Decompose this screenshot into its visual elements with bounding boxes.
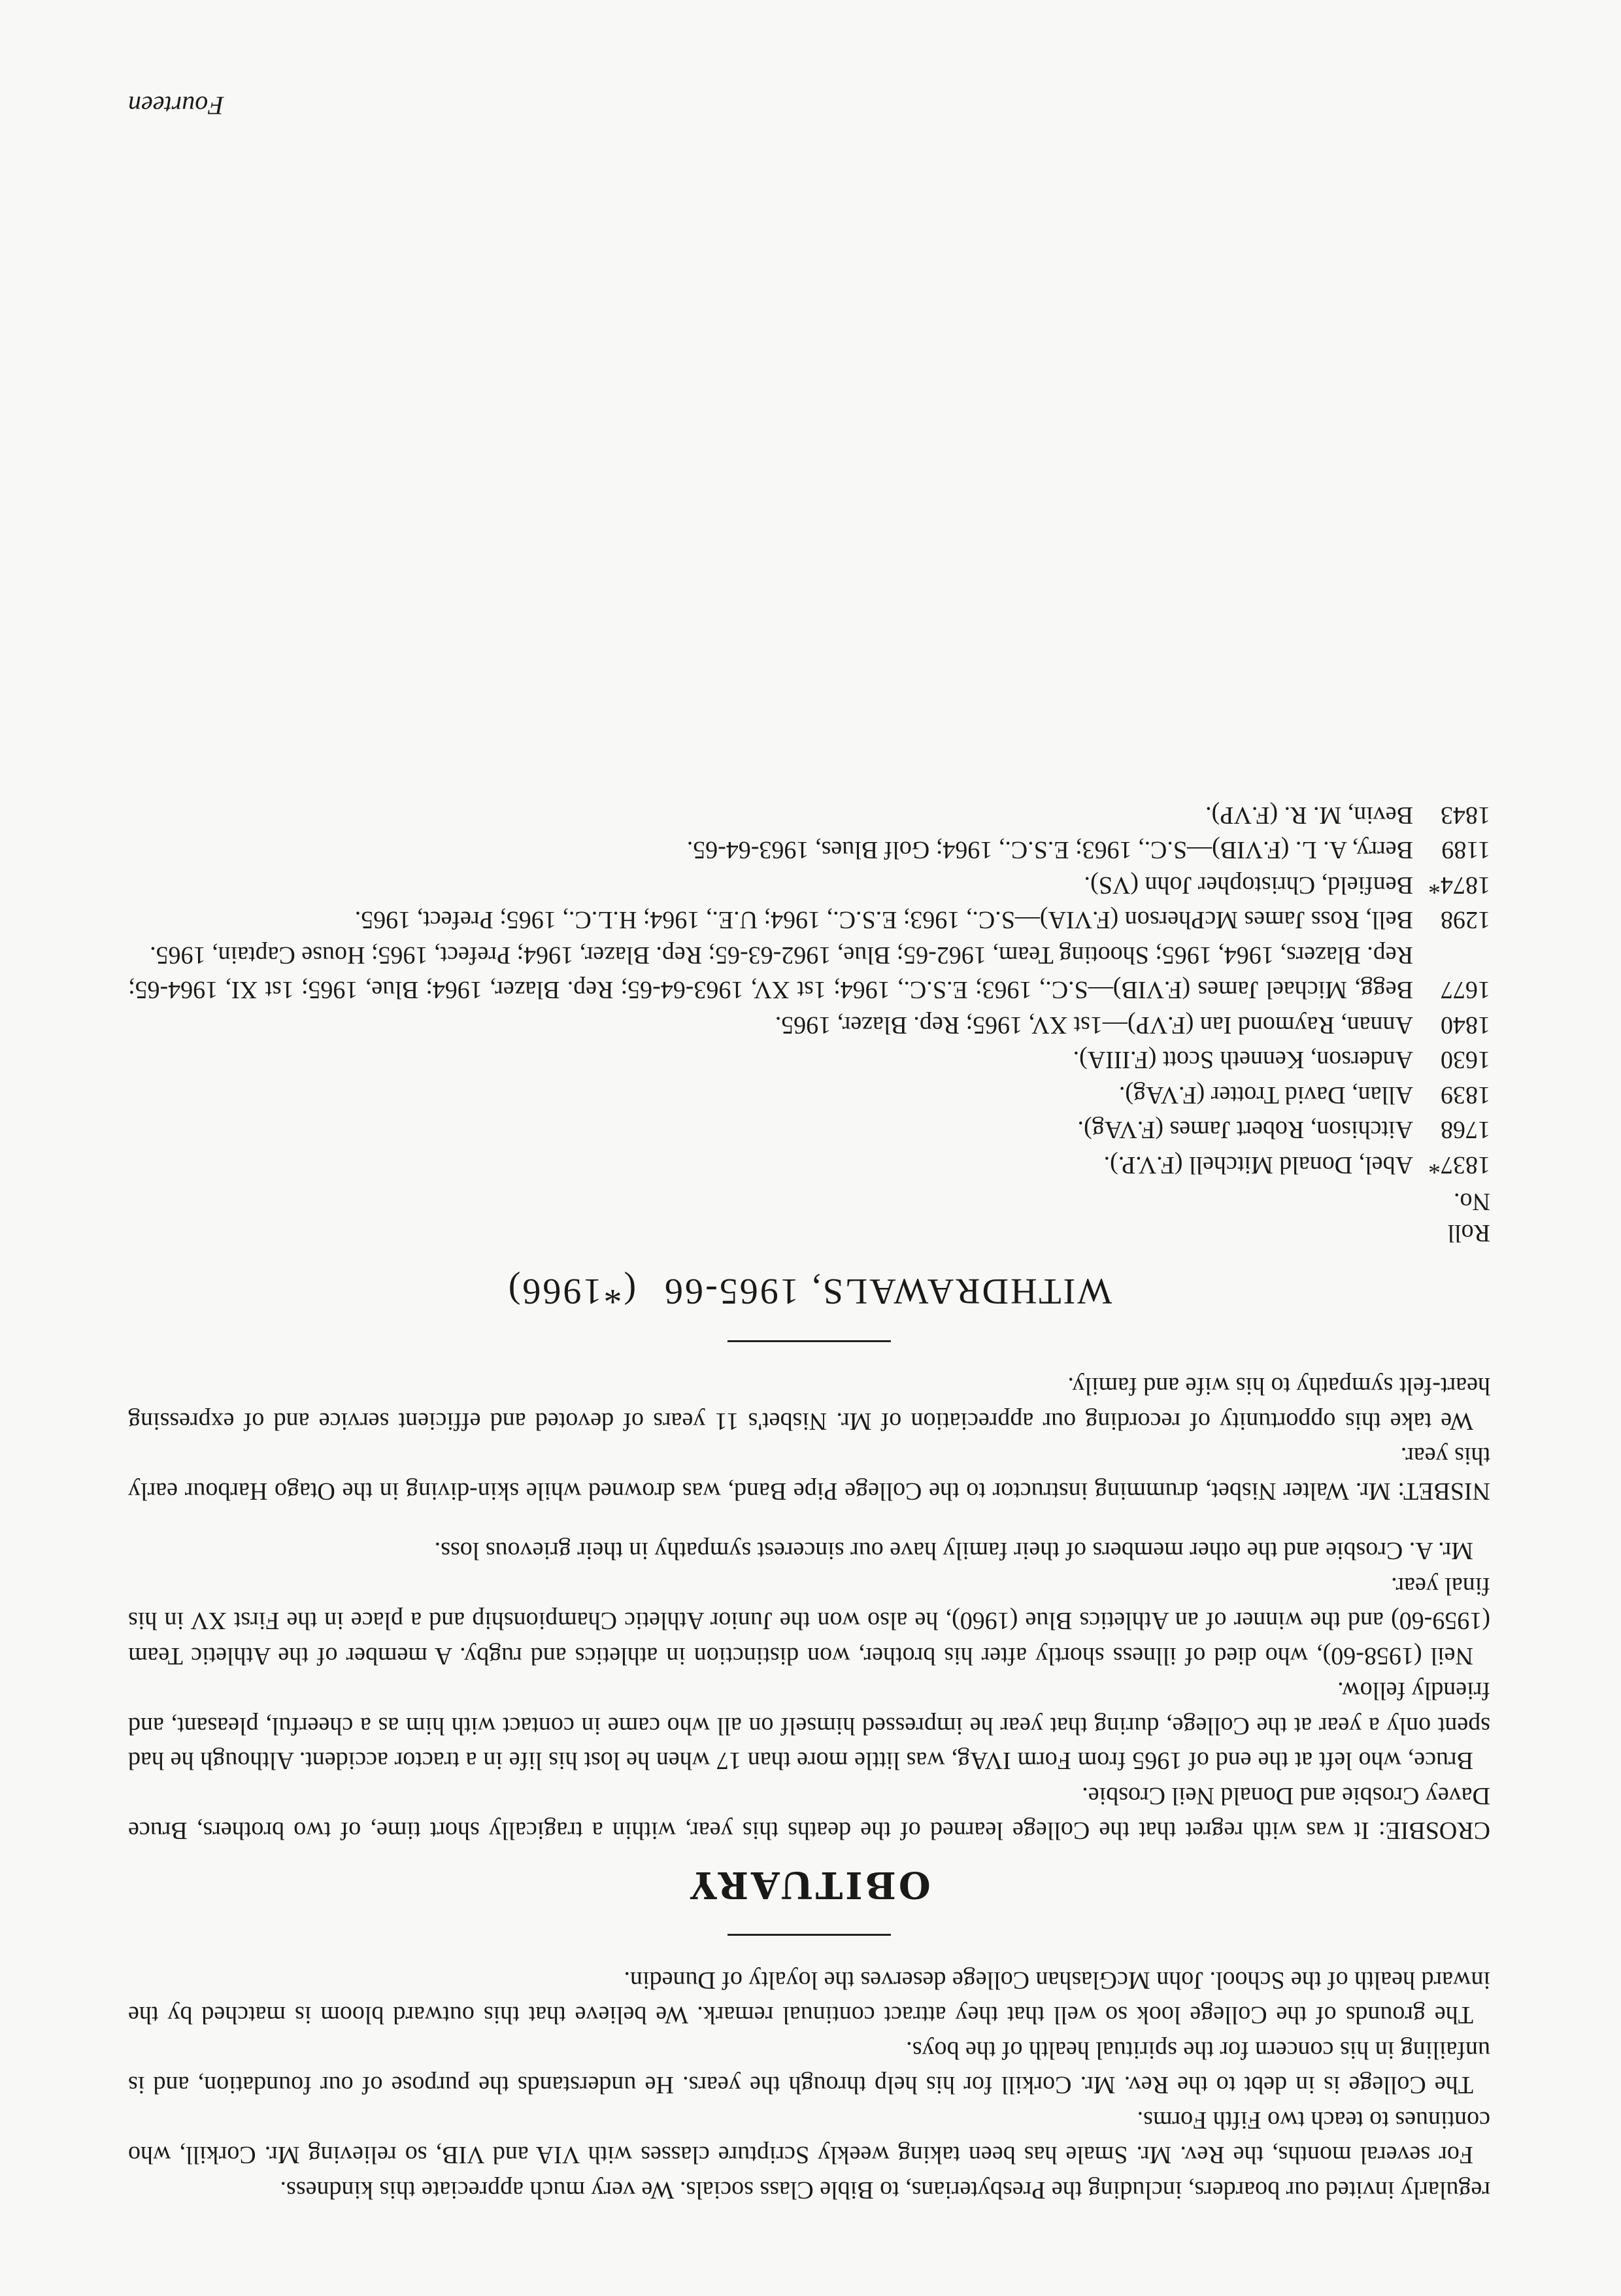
roll-number: 1189 [1441, 836, 1490, 864]
roll-label: Roll [1447, 1219, 1490, 1247]
roll-number: 1768 [1441, 1116, 1490, 1144]
entry-text: Allan, David Trotter (F.VAg). [1118, 1081, 1413, 1109]
roll-number: 1840 [1441, 1011, 1490, 1039]
list-item [128, 1147, 1490, 1183]
list-item [128, 832, 1490, 868]
obituary-paragraph: Bruce, who left at the end of 1965 from Form IVAg, was little more than 17 when he lost his life in a tractor accident. Although he had spent only a year at the College, during that year he impressed himself on all who came in contact with him as a cheerful, pleasant, and friendly fellow. [128, 1677, 1490, 1775]
list-item [128, 868, 1490, 903]
list-item [128, 1077, 1490, 1113]
spacer [128, 1508, 1490, 1533]
section-divider [727, 1340, 891, 1342]
entry-text: Benfield, Christopher John (VS). [1084, 871, 1413, 899]
withdrawals-list [128, 798, 1490, 1183]
list-item [128, 1112, 1490, 1147]
entry-text: Berry, A. L. (F.VIB)—S.C., 1963; E.S.C., 1964; Golf Blues, 1963-64-65. [686, 836, 1413, 864]
list-item [128, 798, 1490, 833]
roll-number: 1837* [1428, 1151, 1490, 1179]
roll-number: 1630 [1441, 1046, 1490, 1074]
entry-text: Abel, Donald Mitchell (F.V.P.). [1103, 1151, 1413, 1179]
obituary-paragraph: We take this opportunity of recording our appreciation of Mr. Nisbet's 11 years of devoted and efficient service and of expressing heart-felt sympathy to his wife and family. [128, 1372, 1490, 1435]
intro-paragraph: regularly invited our boarders, including the Presbyterians, to Bible Class socials. We very much appreciate this kindness. [280, 2176, 1490, 2204]
list-item [128, 902, 1490, 937]
withdrawals-note: (*1966) [506, 1271, 637, 1311]
list-item [128, 1007, 1490, 1043]
entry-text: Annan, Raymond Ian (F.VP)—1st XV, 1965; Rep. Blazer, 1965. [775, 1011, 1413, 1039]
intro-section [128, 1963, 1490, 2208]
entry-text: Aitchison, Robert James (F.VAg). [1077, 1116, 1413, 1144]
roll-number: 1677 [1441, 976, 1490, 1004]
entry-text: Begg, Michael James (F.VIB)—S.C., 1963; E.S.C., 1964; 1st XV, 1963-64-65; Rep. Blazer, 1964; Blue, 1965; 1st XI, 1964-65; Rep. Blazers, 1964, 1965; Shooting Team, 1962-65; Blue, 1962-63-65; Rep. Blazer, 1964; Prefect, 1965; House Captain, 1965. [128, 941, 1413, 1004]
page-number-label: Fourteen [128, 91, 224, 120]
roll-number-header [1438, 1186, 1490, 1249]
obituary-paragraph: Mr. A. Crosbie and the other members of their family have our sincerest sympathy in their grievous loss. [434, 1537, 1473, 1565]
section-divider [727, 1934, 891, 1936]
obituary-paragraph: NISBET: Mr. Walter Nisbet, drumming instructor to the College Pipe Band, was drowned while skin-diving in the Otago Harbour early this year. [128, 1442, 1490, 1505]
obituary-paragraph: Neil (1958-60), who died of illness shortly after his brother, won distinction in athletics and rugby. A member of the Athletic Team (1959-60) and the winner of an Athletics Blue (1960), he also won the Junior Athletic Championship and a place in the First XV in his final year. [128, 1572, 1490, 1670]
withdrawals-heading [128, 1268, 1490, 1314]
page-content [128, 89, 1490, 2207]
entry-text: Anderson, Kenneth Scott (F.IIIA). [1073, 1046, 1413, 1074]
obituary-crosbie [128, 1533, 1490, 1848]
entry-text: Bell, Ross James McPherson (F.VIA)—S.C., 1963; E.S.C., 1964; U.E., 1964; H.L.C., 1965; Prefect, 1965. [354, 906, 1413, 934]
roll-number: 1839 [1441, 1081, 1490, 1109]
intro-paragraph: The grounds of the College look so well that they attract continual remark. We believe that this outward bloom is matched by the inward health of the School. John McGlashan College deserves the loyalty of Dunedin. [128, 1967, 1490, 2029]
no-label: No. [1454, 1188, 1490, 1215]
roll-number: 1843 [1441, 802, 1490, 829]
list-item [128, 1042, 1490, 1077]
entry-text: Bevin, M. R. (F.VP). [1205, 802, 1413, 829]
obituary-heading: OBITUARY [688, 1863, 931, 1907]
obituary-paragraph: CROSBIE: It was with regret that the College learned of the deaths this year, within a tragically short time, of two brothers, Bruce Davey Crosbie and Donald Neil Crosbie. [128, 1782, 1490, 1845]
roll-number: 1874* [1428, 871, 1490, 899]
obituary-nisbet [128, 1368, 1490, 1508]
withdrawals-title: WITHDRAWALS, 1965-66 [663, 1271, 1112, 1311]
list-item [128, 937, 1490, 1007]
intro-paragraph: For several months, the Rev. Mr. Smale has been taking weekly Scripture classes with VIA and VIB, so relieving Mr. Corkill, who continues to teach two Fifth Forms. [128, 2106, 1490, 2169]
intro-paragraph: The College is in debt to the Rev. Mr. Corkill for his help through the years. He understands the purpose of our foundation, and is unfailing in his concern for the spiritual health of the boys. [128, 2036, 1490, 2099]
roll-number: 1298 [1441, 906, 1490, 934]
